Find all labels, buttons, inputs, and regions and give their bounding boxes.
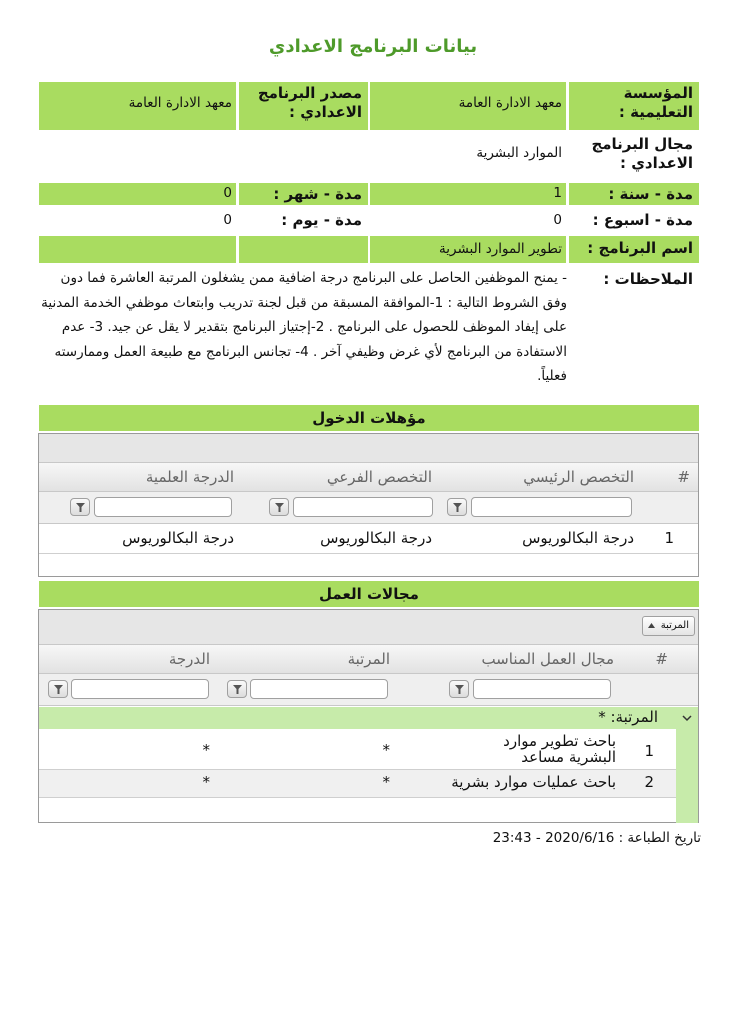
- group-sort-label: المرتبة: [660, 620, 689, 631]
- empty-cell: [239, 236, 368, 263]
- filter-rank-input[interactable]: [250, 679, 388, 699]
- filter-row: [39, 674, 698, 706]
- filter-icon[interactable]: [269, 498, 289, 516]
- duration-week-label: مدة - اسبوع :: [592, 211, 693, 229]
- group-label: المرتبة: *: [598, 708, 658, 726]
- row-number: 2: [644, 773, 654, 791]
- row-rank: *: [382, 773, 390, 791]
- grid-header: [39, 462, 698, 492]
- filter-degree-input[interactable]: [94, 497, 232, 517]
- filter-icon[interactable]: [447, 498, 467, 516]
- table-row[interactable]: [39, 732, 676, 770]
- institution-label: المؤسسة التعليمية :: [569, 82, 699, 130]
- row-major: درجة البكالوريوس: [522, 529, 634, 547]
- filter-major-input[interactable]: [471, 497, 632, 517]
- row-minor: درجة البكالوريوس: [320, 529, 432, 547]
- table-row[interactable]: [39, 524, 698, 554]
- duration-day-value: 0: [223, 212, 232, 228]
- field-label: مجال البرنامج الاعدادي :: [591, 135, 693, 172]
- row-number: 1: [644, 742, 654, 760]
- col-minor[interactable]: التخصص الفرعي: [326, 468, 432, 486]
- program-name-value: تطوير الموارد البشرية: [370, 236, 566, 263]
- col-grade[interactable]: الدرجة: [168, 650, 210, 668]
- row-work-field: باحث عمليات موارد بشرية: [451, 773, 616, 791]
- program-name-label: اسم البرنامج :: [569, 236, 699, 263]
- col-number: #: [677, 468, 690, 486]
- filter-minor-input[interactable]: [293, 497, 433, 517]
- col-rank[interactable]: المرتبة: [347, 650, 390, 668]
- col-work-field[interactable]: مجال العمل المناسب: [481, 650, 614, 668]
- work-grid: [38, 609, 699, 823]
- grouping-toolbar: [39, 610, 698, 644]
- row-grade: *: [202, 741, 210, 759]
- notes-text: - يمنح الموظفين الحاصل على البرنامج درجة اضافية ممن يشغلون المرتبة العاشرة فما دون وفق الشروط التالية : 1-الموافقة المسبقة من قبل لجنة تدريب وابتعاث موظفي الخدمة المدنية على إيفاد الموظف للحصول على البرنامج . 2-إجتياز البرنامج بتقدير لا يقل عن جيد. 3- عدم الاستفادة من البرنامج لأي غرض وظيفي آخر . 4- تجانس البرنامج مع طبيعة العمل وممارسته فعلياً.: [41, 270, 567, 384]
- group-header-row[interactable]: [39, 707, 698, 729]
- grid-header: [39, 644, 698, 674]
- source-value: معهد الادارة العامة: [39, 82, 236, 130]
- chevron-down-icon[interactable]: [682, 715, 692, 722]
- duration-week-value: 0: [553, 212, 562, 228]
- duration-month-label: مدة - شهر :: [239, 183, 368, 205]
- duration-year-label: مدة - سنة :: [569, 183, 699, 205]
- duration-year-value: 1: [370, 183, 566, 205]
- filter-row: [39, 492, 698, 524]
- filter-grade-input[interactable]: [71, 679, 209, 699]
- field-value: الموارد البشرية: [476, 145, 562, 161]
- print-date: تاريخ الطباعة : 2020/6/16 - 23:43: [492, 830, 701, 846]
- col-degree[interactable]: الدرجة العلمية: [145, 468, 234, 486]
- row-work-field: باحث تطوير موارد البشرية مساعد: [503, 732, 616, 766]
- entry-section-title: مؤهلات الدخول: [39, 405, 699, 431]
- institution-value: معهد الادارة العامة: [370, 82, 566, 130]
- work-section-title: مجالات العمل: [39, 581, 699, 607]
- empty-cell: [39, 236, 236, 263]
- filter-icon[interactable]: [70, 498, 90, 516]
- row-degree: درجة البكالوريوس: [122, 529, 234, 547]
- row-number: 1: [664, 529, 674, 547]
- filter-icon[interactable]: [449, 680, 469, 698]
- notes-label: الملاحظات :: [603, 270, 693, 288]
- page-title: بيانات البرنامج الاعدادي: [268, 36, 478, 57]
- table-row[interactable]: [39, 770, 676, 798]
- sort-up-icon: [648, 623, 655, 628]
- duration-month-value: 0: [39, 183, 236, 205]
- duration-day-label: مدة - يوم :: [281, 211, 362, 229]
- filter-icon[interactable]: [227, 680, 247, 698]
- group-indent: [676, 729, 698, 823]
- grid-toolbar: [39, 434, 698, 462]
- col-major[interactable]: التخصص الرئيسي: [523, 468, 634, 486]
- source-label: مصدر البرنامج الاعدادي :: [239, 82, 368, 130]
- row-grade: *: [202, 773, 210, 791]
- filter-work-field-input[interactable]: [473, 679, 611, 699]
- group-sort-button[interactable]: [642, 616, 695, 636]
- row-rank: *: [382, 741, 390, 759]
- filter-icon[interactable]: [48, 680, 68, 698]
- entry-grid: [38, 433, 699, 577]
- col-number: #: [655, 650, 668, 668]
